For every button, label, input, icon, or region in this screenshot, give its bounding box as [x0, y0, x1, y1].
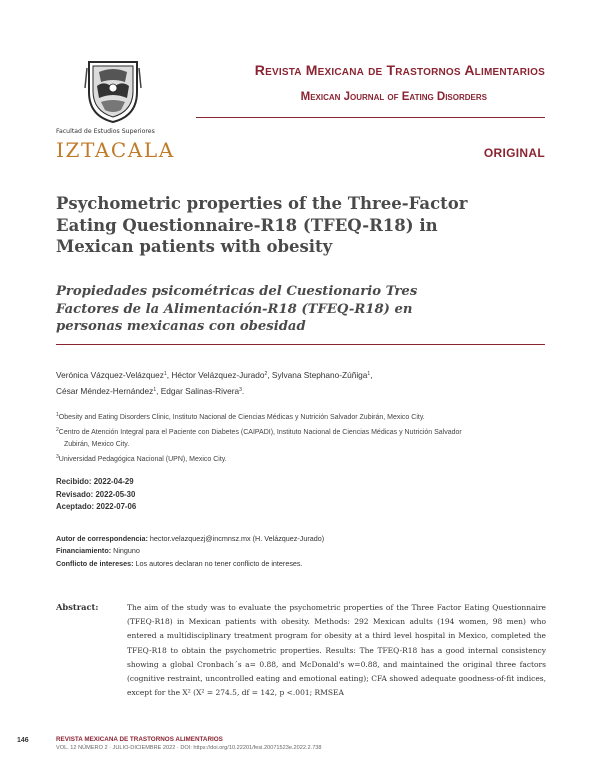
author: César Méndez-Hernández — [56, 385, 154, 396]
abstract-text: The aim of the study was to evaluate the psychometric properties of the Three Factor Eating Questionnaire (TFEQ-R18) in Mexican patients with obesity. Methods: 292 Mexican adults (194 women, 98 men) who entered a multidisciplinary treatment program for obesity at a third level hospital in Mexico, completed the TFEQ-R18 to obtain the psychometric properties. Results: The TFEQ-R18 has a good internal consistency showing a global Cronbach´s a= 0.88, and McDonald's w=0.88, and maintained the original three factors (cognitive restraint, uncontrolled eating and emotional eating); CFA showed adequate goodness-of-fit indices, except for the X² (X² = 274.5, df = 142, p <.001; RMSEA — [127, 603, 546, 698]
campus-name: IZTACALA — [56, 138, 175, 162]
journal-title-es: Revista Mexicana de Trastornos Alimentarios — [254, 62, 545, 78]
received-date: Recibido: 2022-04-29 — [56, 477, 134, 486]
author: Edgar Salinas-Rivera — [160, 385, 240, 396]
affiliation: $^1$Obesity and Eating Disorders Clinic, Instituto Nacional de Ciencias Médicas y Nutrición Salvador Zubirán, Mexico City. — [56, 412, 425, 421]
article-dates — [56, 476, 136, 514]
affiliation: $^3$Universidad Pedagógica Nacional (UPN), Mexico City. — [56, 454, 227, 463]
conflict-of-interest: Conflicto de intereses: Los autores declaran no tener conflicto de intereses. — [56, 558, 303, 568]
institution-logo — [56, 58, 174, 164]
author: Sylvana Stephano-Zúñiga — [271, 370, 368, 380]
accepted-date: Aceptado: 2022-07-06 — [56, 502, 137, 511]
article-title-es: Propiedades psicométricas del Cuestionario Tres Factores de la Alimentación-R18 (TFEQ-R18) en personas mexicanas con obesidad — [56, 284, 418, 335]
affiliation-list — [56, 409, 546, 466]
author-list: Verónica Vázquez-Velázquez$^1$, Héctor Velázquez-Jurado$^2$, Sylvana Stephano-Zúñiga$^1$, César Méndez-Hernández$^1$, Edgar Salinas-Rivera$^3$. — [56, 370, 373, 396]
unam-seal-icon — [83, 58, 143, 124]
footer-journal: REVISTA MEXICANA DE TRASTORNOS ALIMENTARIOS — [56, 736, 223, 743]
author: Héctor Velázquez-Jurado — [171, 370, 265, 380]
correspondence: Autor de correspondencia: hector.velazquezj@incmnsz.mx (H. Velázquez-Jurado) — [56, 534, 325, 543]
article-title-en: Psychometric properties of the Three-Factor Eating Questionnaire-R18 (TFEQ-R18) in Mexican patients with obesity — [56, 194, 468, 256]
article-meta — [56, 533, 546, 570]
header-divider — [196, 117, 545, 118]
footer-issue-doi[interactable]: VOL. 12 NÚMERO 2 · JULIO-DICIEMBRE 2022 · DOI: https://doi.org/10.22201/fesi.20071523e.2022.2.738 — [56, 745, 322, 751]
correspondence-email[interactable]: hector.velazquezj@incmnsz.mx (H. Velázquez-Jurado) — [149, 534, 325, 543]
faculty-name: Facultad de Estudios Superiores — [56, 128, 155, 135]
abstract-label: Abstract: — [56, 602, 99, 612]
affiliation: $^2$Centro de Atención Integral para el Paciente con Diabetes (CAIPADI), Instituto Nacional de Ciencias Médicas y Nutrición Salvador — [56, 427, 462, 436]
author: Verónica Vázquez-Velázquez — [56, 370, 164, 380]
journal-title-en: Mexican Journal of Eating Disorders — [300, 91, 487, 103]
section-label: ORIGINAL — [483, 146, 545, 160]
title-divider — [56, 344, 545, 345]
affiliation-continuation: Zubirán, Mexico City. — [64, 441, 130, 448]
revised-date: Revisado: 2022-05-30 — [56, 489, 136, 499]
page-number: 146 — [17, 737, 29, 744]
funding: Financiamiento: Ninguno — [56, 546, 140, 556]
